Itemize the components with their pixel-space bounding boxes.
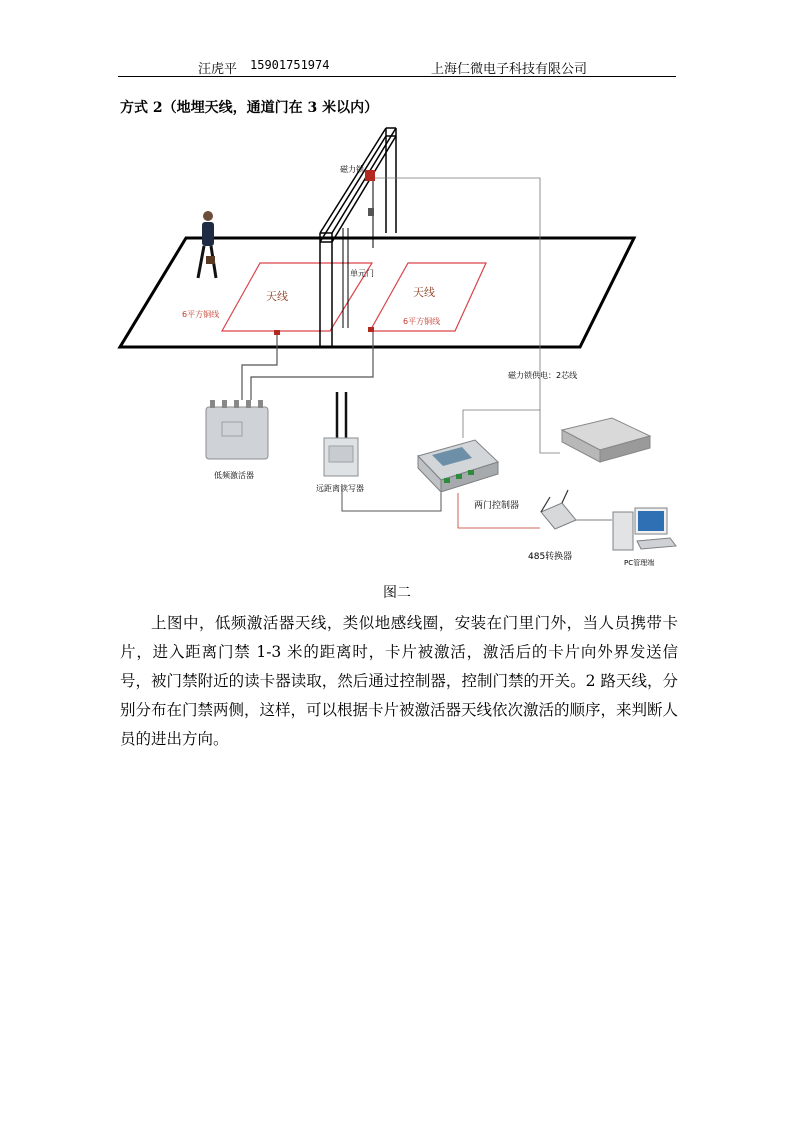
- pc-label: PC管理端: [624, 559, 655, 567]
- unit-door-label: 单元门: [350, 269, 374, 278]
- magnetic-lock-label: 磁力锁: [340, 165, 364, 174]
- header-name: 汪虎平: [198, 62, 238, 77]
- reader-icon: [324, 392, 358, 476]
- antenna-right-connector: [368, 327, 374, 332]
- header-company: 上海仁微电子科技有限公司: [431, 62, 588, 77]
- exit-button: [368, 208, 374, 216]
- converter-icon: [541, 490, 576, 529]
- copper-wire-left-label: 6平方铜线: [182, 310, 220, 319]
- page-header: [118, 56, 676, 77]
- copper-wire-right-label: 6平方铜线: [403, 317, 441, 326]
- figure-caption: 图二: [383, 585, 411, 601]
- magnetic-lock: [365, 170, 375, 181]
- antenna-right-wire: [251, 332, 373, 400]
- pc-icon: [613, 508, 676, 550]
- converter-label: 485转换器: [528, 552, 573, 562]
- header-phone: 15901751974: [250, 58, 330, 72]
- antenna-left-connector: [274, 330, 280, 335]
- controller-power-wire: [463, 410, 540, 438]
- activator-icon: [206, 400, 268, 459]
- lock-power-label: 磁力锁供电：2芯线: [508, 371, 578, 380]
- body-paragraph: 上图中，低频激活器天线，类似地感线圈，安装在门里门外，当人员携带卡片，进入距离门禁 1-3 米的距离时，卡片被激活，激活后的卡片向外界发送信号，被门禁附近的读卡器读取，然后通过控制器，控制门禁的开关。2 路天线，分别分布在门禁两侧，这样，可以根据卡片被激活器天线依次激活的顺序，来判断人员的进出方向。: [120, 614, 679, 748]
- lock-power-wire: [375, 178, 560, 453]
- power-supply-icon: [562, 418, 650, 462]
- access-control-diagram: [110, 118, 690, 580]
- controller-icon: [418, 440, 498, 492]
- person-icon: [198, 211, 216, 278]
- antenna-right-label: 天线: [413, 286, 435, 299]
- section-title: 方式 2（地埋天线，通道门在 3 米以内）: [120, 100, 379, 116]
- reader-label: 远距离读写器: [316, 484, 364, 493]
- activator-label: 低频激活器: [214, 471, 254, 480]
- antenna-left-label: 天线: [266, 290, 288, 303]
- controller-label: 两门控制器: [474, 501, 520, 511]
- antenna-left-wire: [242, 335, 277, 400]
